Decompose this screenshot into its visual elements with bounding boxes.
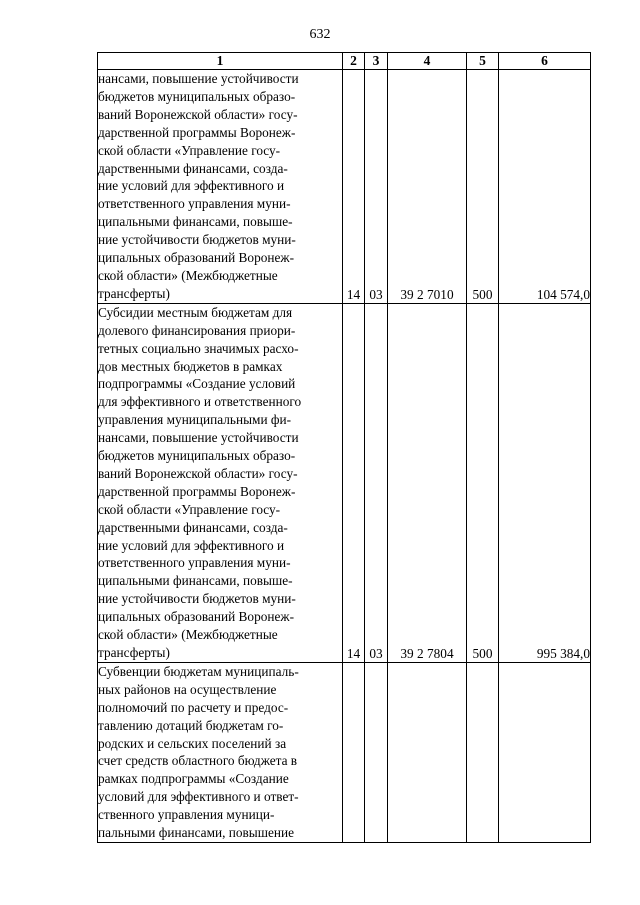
description-line: ние условий для эффективного и — [98, 537, 285, 553]
table-row — [98, 303, 591, 662]
row-col5: 500 — [467, 70, 499, 304]
description-line: дарственной программы Воронеж- — [98, 483, 296, 499]
row-col2: 14 — [343, 70, 365, 304]
description-line: ципальными финансами, повыше- — [98, 573, 293, 589]
description-line: подпрограммы «Создание условий — [98, 376, 296, 392]
column-header-1: 1 — [98, 53, 343, 70]
description-line: бюджетов муниципальных образо- — [98, 448, 296, 464]
description-line: долевого финансирования приори- — [98, 322, 296, 338]
description-line: дарственными финансами, созда- — [98, 160, 288, 176]
row-col5: 500 — [467, 303, 499, 662]
description-line: условий для эффективного и ответ- — [98, 789, 299, 805]
description-line: ципальных образований Воронеж- — [98, 609, 294, 625]
description-line: ской области «Управление госу- — [98, 501, 281, 517]
description-line: ние условий для эффективного и — [98, 178, 285, 194]
description-line: полномочий по расчету и предос- — [98, 699, 289, 715]
description-line: для эффективного и ответственного — [98, 394, 302, 410]
description-line: рамках подпрограммы «Создание — [98, 771, 289, 787]
description-line: ние устойчивости бюджетов муни- — [98, 591, 296, 607]
description-line: пальными финансами, повышение — [98, 825, 294, 841]
description-line: нансами, повышение устойчивости — [98, 71, 299, 86]
row-description — [98, 303, 343, 662]
table-row — [98, 70, 591, 304]
description-line: управления муниципальными фи- — [98, 412, 292, 428]
row-description — [98, 70, 343, 304]
description-line: ответственного управления муни- — [98, 555, 291, 571]
description-line: ваний Воронежской области» госу- — [98, 106, 298, 122]
description-line: тавлению дотаций бюджетам го- — [98, 717, 284, 733]
description-line: Субсидии местным бюджетам для — [98, 304, 293, 320]
column-header-4: 4 — [388, 53, 467, 70]
row-col6: 104 574,0 — [499, 70, 591, 304]
description-line: счет средств областного бюджета в — [98, 753, 298, 769]
column-header-6: 6 — [499, 53, 591, 70]
description-line: родских и сельских поселений за — [98, 735, 287, 751]
page-number: 632 — [309, 27, 331, 42]
budget-table — [97, 52, 591, 843]
column-header-5: 5 — [467, 53, 499, 70]
description-line: ципальных образований Воронеж- — [98, 250, 294, 266]
row-col4 — [388, 662, 467, 842]
row-col2 — [343, 662, 365, 842]
description-line: ской области «Управление госу- — [98, 142, 281, 158]
description-line: дарственными финансами, созда- — [98, 519, 288, 535]
table-header-row — [98, 53, 591, 70]
row-col2: 14 — [343, 303, 365, 662]
table-body — [98, 70, 591, 843]
description-line: трансферты) — [98, 645, 170, 660]
row-col4: 39 2 7010 — [388, 70, 467, 304]
description-line: трансферты) — [98, 285, 170, 301]
row-col3 — [365, 662, 388, 842]
row-col3: 03 — [365, 303, 388, 662]
description-line: ственного управления муници- — [98, 807, 275, 823]
row-description — [98, 662, 343, 842]
description-line: дов местных бюджетов в рамках — [98, 358, 283, 374]
description-line: ответственного управления муни- — [98, 196, 291, 212]
column-header-2: 2 — [343, 53, 365, 70]
description-line: ние устойчивости бюджетов муни- — [98, 232, 296, 248]
description-line: нансами, повышение устойчивости — [98, 430, 299, 446]
row-col6 — [499, 662, 591, 842]
description-line: ципальными финансами, повыше- — [98, 214, 293, 230]
row-col6: 995 384,0 — [499, 303, 591, 662]
description-line: Субвенции бюджетам муниципаль- — [98, 663, 299, 679]
row-col3: 03 — [365, 70, 388, 304]
description-line: бюджетов муниципальных образо- — [98, 88, 296, 104]
row-col4: 39 2 7804 — [388, 303, 467, 662]
description-line: дарственной программы Воронеж- — [98, 124, 296, 140]
column-header-3: 3 — [365, 53, 388, 70]
table-row — [98, 662, 591, 842]
row-col5 — [467, 662, 499, 842]
description-line: ваний Воронежской области» госу- — [98, 465, 298, 481]
description-line: ской области» (Межбюджетные — [98, 627, 278, 643]
description-line: ской области» (Межбюджетные — [98, 267, 278, 283]
description-line: тетных социально значимых расхо- — [98, 340, 299, 356]
description-line: ных районов на осуществление — [98, 681, 277, 697]
